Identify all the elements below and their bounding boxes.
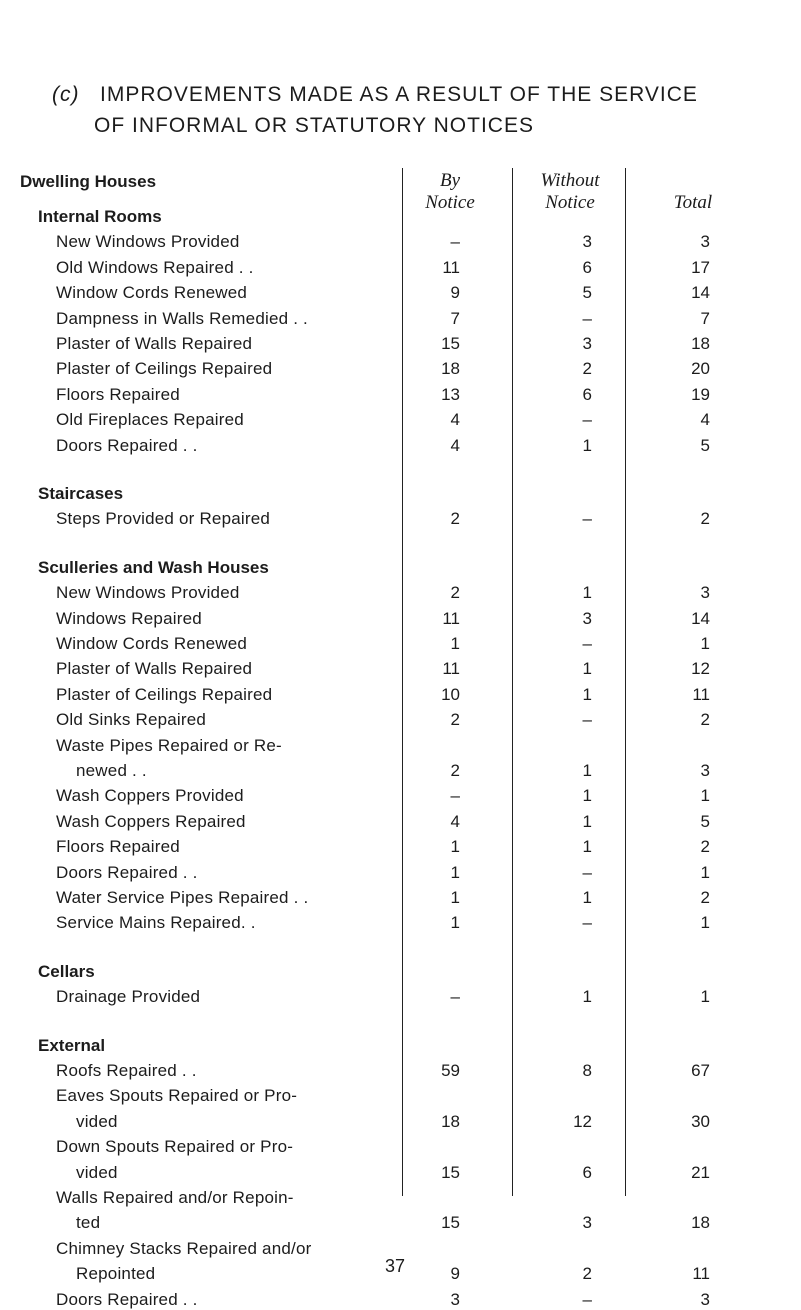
by-notice-cell: 59	[441, 1061, 460, 1080]
without-notice-cell: –	[582, 913, 592, 933]
without-notice-cell: 12	[573, 1111, 592, 1131]
by-notice-cell: 15	[441, 1162, 460, 1182]
row-label: Plaster of Walls Repaired	[56, 334, 253, 353]
dwelling-houses-heading: Dwelling Houses	[20, 172, 157, 191]
without-notice-cell: –	[582, 710, 592, 730]
by-notice-cell: 18	[441, 359, 460, 379]
row-label: New Windows Provided	[56, 583, 240, 603]
by-notice-cell: 15	[441, 334, 460, 353]
by-notice-cell: 4	[450, 410, 460, 430]
row-label: Floors Repaired	[56, 837, 180, 857]
total-cell: 18	[691, 1213, 710, 1233]
total-cell: 2	[700, 837, 710, 857]
total-cell: 14	[691, 608, 710, 628]
row-label: Windows Repaired	[56, 608, 202, 628]
by-notice-cell: 1	[450, 888, 460, 907]
total-cell: 1	[700, 786, 710, 806]
without-notice-cell: 6	[582, 257, 592, 277]
total-cell: 1	[700, 913, 710, 933]
total-cell: 2	[700, 888, 710, 907]
total-cell: 2	[700, 509, 710, 529]
without-notice-cell: 3	[582, 1213, 592, 1233]
row-label: Doors Repaired . .	[56, 435, 198, 455]
by-notice-cell: 3	[450, 1289, 460, 1309]
row-label-continued: newed . .	[76, 761, 147, 780]
by-notice-cell: 1	[450, 634, 460, 653]
row-label: Doors Repaired . .	[56, 1289, 198, 1309]
row-label: Service Mains Repaired. .	[56, 913, 256, 933]
row-label: Wash Coppers Provided	[56, 786, 244, 806]
by-notice-header-line-2: Notice	[425, 192, 475, 213]
by-notice-cell: 15	[441, 1213, 460, 1233]
total-header: Total	[673, 192, 713, 213]
without-notice-cell: 6	[582, 384, 592, 404]
title-line-1	[52, 80, 698, 110]
row-label-continued: vided	[76, 1162, 118, 1182]
without-notice-cell: 1	[582, 987, 592, 1007]
row-label-continued: Repointed	[76, 1264, 156, 1284]
without-notice-cell: –	[582, 634, 592, 653]
row-label: Steps Provided or Repaired	[56, 509, 271, 529]
row-label: Window Cords Renewed	[56, 283, 248, 303]
total-cell: 1	[700, 987, 710, 1007]
total-cell: 5	[700, 435, 710, 455]
by-notice-cell: 11	[442, 659, 460, 679]
row-label: Drainage Provided	[56, 987, 201, 1007]
by-notice-cell: 9	[450, 1264, 460, 1284]
total-cell: 3	[700, 583, 710, 603]
total-cell: 2	[700, 710, 710, 730]
row-label: Old Sinks Repaired	[56, 710, 207, 730]
section-heading: Internal Rooms	[38, 207, 162, 226]
without-notice-cell: 2	[582, 359, 592, 379]
by-notice-cell: 7	[450, 308, 460, 328]
without-notice-cell: 3	[582, 608, 592, 628]
by-notice-cell: 4	[450, 435, 460, 455]
section-letter: (c)	[52, 83, 80, 106]
page-number: 37	[385, 1256, 406, 1276]
without-notice-cell: –	[582, 862, 592, 882]
without-notice-cell: 3	[582, 232, 592, 252]
by-notice-cell: 1	[450, 837, 460, 857]
by-notice-cell: 11	[442, 257, 460, 277]
total-cell: 3	[700, 1289, 710, 1309]
without-notice-cell: 1	[582, 659, 592, 679]
without-notice-header	[525, 170, 615, 214]
row-label-continued: vided	[76, 1111, 118, 1131]
without-notice-cell: 1	[582, 888, 592, 907]
row-label: Walls Repaired and/or Repoin-	[56, 1188, 294, 1207]
row-label: Wash Coppers Repaired	[56, 811, 246, 831]
by-notice-header-line-1: By	[439, 170, 461, 191]
by-notice-cell: 1	[450, 862, 460, 882]
row-label: Floors Repaired	[56, 384, 180, 404]
total-cell: 11	[692, 1264, 710, 1284]
total-cell: 3	[700, 232, 710, 252]
without-notice-cell: 8	[582, 1061, 592, 1080]
total-cell: 11	[692, 684, 710, 704]
by-notice-cell: 2	[450, 710, 460, 730]
total-cell: 21	[691, 1162, 710, 1182]
by-notice-cell: 9	[450, 283, 460, 303]
total-cell: 5	[700, 811, 710, 831]
total-cell: 3	[700, 761, 710, 780]
row-label: Doors Repaired . .	[56, 862, 198, 882]
row-label: Chimney Stacks Repaired and/or	[56, 1238, 312, 1258]
without-notice-cell: 1	[582, 435, 592, 455]
without-notice-cell: 1	[582, 761, 592, 780]
row-label-continued: ted	[76, 1213, 101, 1233]
by-notice-cell: –	[450, 786, 460, 806]
row-label: Dampness in Walls Remedied . .	[56, 308, 308, 328]
without-notice-cell: 1	[582, 583, 592, 603]
row-label: Plaster of Walls Repaired	[56, 659, 253, 679]
total-cell: 7	[700, 308, 710, 328]
column-rule-3	[625, 168, 626, 1196]
title-line-2: OF INFORMAL OR STATUTORY NOTICES	[94, 114, 534, 137]
without-notice-cell: 1	[582, 684, 592, 704]
without-notice-cell: 3	[582, 334, 592, 353]
row-label: Old Windows Repaired . .	[56, 257, 254, 277]
row-label: New Windows Provided	[56, 232, 240, 252]
by-notice-cell: 10	[441, 684, 460, 704]
without-notice-header-line-1: Without	[540, 170, 600, 191]
total-cell: 30	[691, 1111, 710, 1131]
without-notice-header-line-2: Notice	[545, 192, 595, 213]
by-notice-cell: 1	[450, 913, 460, 933]
without-notice-cell: –	[582, 410, 592, 430]
by-notice-cell: –	[450, 987, 460, 1007]
row-label: Eaves Spouts Repaired or Pro-	[56, 1086, 298, 1106]
without-notice-cell: –	[582, 308, 592, 328]
by-notice-cell: 4	[450, 811, 460, 831]
title-text-1: IMPROVEMENTS MADE AS A RESULT OF THE SERVICE	[100, 83, 698, 106]
row-label: Plaster of Ceilings Repaired	[56, 359, 273, 379]
by-notice-header	[420, 170, 480, 214]
row-label: Plaster of Ceilings Repaired	[56, 684, 273, 704]
without-notice-cell: 6	[582, 1162, 592, 1182]
total-cell: 19	[691, 384, 710, 404]
by-notice-cell: 11	[442, 608, 460, 628]
row-label: Old Fireplaces Repaired	[56, 410, 244, 430]
section-heading: Cellars	[38, 961, 95, 981]
total-cell: 20	[691, 359, 710, 379]
total-cell: 67	[691, 1061, 710, 1080]
row-label: Water Service Pipes Repaired . .	[56, 888, 309, 907]
without-notice-cell: 2	[582, 1264, 592, 1284]
column-rule-1	[402, 168, 403, 1196]
without-notice-cell: 1	[582, 837, 592, 857]
by-notice-cell: 2	[450, 583, 460, 603]
row-label: Waste Pipes Repaired or Re-	[56, 735, 282, 755]
row-label: Roofs Repaired . .	[56, 1061, 197, 1080]
total-cell: 1	[700, 634, 710, 653]
without-notice-cell: –	[582, 509, 592, 529]
total-cell: 4	[700, 410, 710, 430]
by-notice-cell: 2	[450, 761, 460, 780]
total-cell: 14	[691, 283, 710, 303]
by-notice-cell: –	[450, 232, 460, 252]
row-label: Down Spouts Repaired or Pro-	[56, 1137, 294, 1157]
without-notice-cell: 1	[582, 811, 592, 831]
total-cell: 18	[691, 334, 710, 353]
by-notice-cell: 2	[450, 509, 460, 529]
by-notice-cell: 13	[441, 384, 460, 404]
without-notice-cell: 1	[582, 786, 592, 806]
without-notice-cell: –	[582, 1289, 592, 1309]
section-heading: Sculleries and Wash Houses	[38, 557, 269, 577]
by-notice-cell: 18	[441, 1111, 460, 1131]
row-label: Window Cords Renewed	[56, 634, 248, 653]
total-cell: 1	[700, 862, 710, 882]
total-cell: 17	[691, 257, 710, 277]
column-rule-2	[512, 168, 513, 1196]
section-heading: External	[38, 1035, 106, 1055]
without-notice-cell: 5	[582, 283, 592, 303]
total-cell: 12	[691, 659, 710, 679]
section-heading: Staircases	[38, 484, 124, 503]
